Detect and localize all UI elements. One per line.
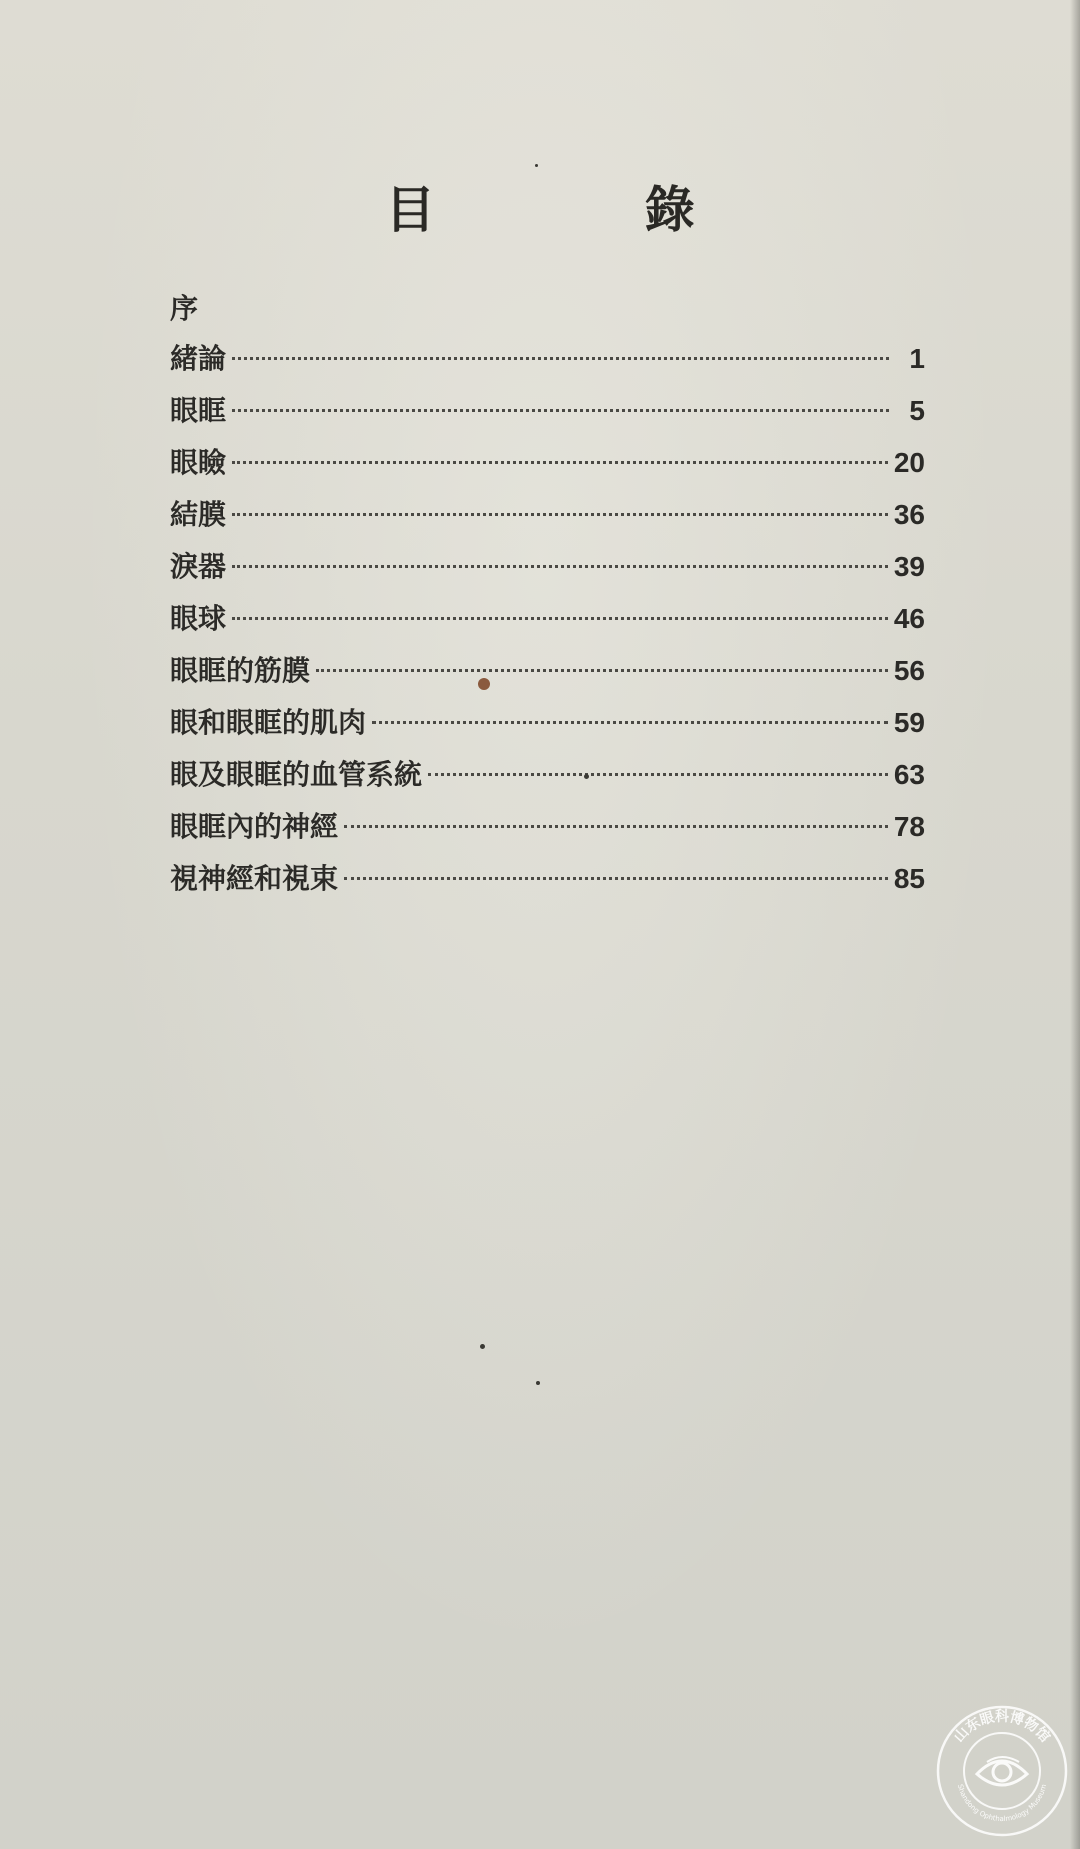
toc-entry-page: 36	[893, 499, 925, 530]
paper-speck	[480, 1344, 485, 1349]
paper-speck	[535, 164, 538, 167]
toc-entry-label: 眼及眼眶的血管系統	[170, 758, 423, 791]
toc-entry-page: 46	[893, 603, 925, 634]
seal-text-en: Shandong Ophthalmology Museum	[955, 1783, 1049, 1824]
svg-text:山东眼科博物馆	[951, 1708, 1054, 1746]
toc-entry-page: 59	[893, 707, 925, 738]
toc-entry-label: 眼球	[170, 602, 227, 635]
dot-leader	[232, 513, 888, 516]
toc-entry	[170, 749, 925, 801]
paper-speck	[536, 1381, 540, 1385]
museum-seal-logo	[935, 1704, 1069, 1838]
toc-entry-label: 緒論	[170, 342, 227, 375]
toc-entry-page: 56	[893, 655, 925, 686]
toc-entry-page: 1	[909, 343, 925, 374]
dot-leader	[316, 669, 888, 672]
dot-leader	[232, 461, 888, 464]
toc-entry	[170, 489, 925, 541]
toc-entry-label: 淚器	[170, 550, 227, 583]
toc-entry-page: 78	[893, 811, 925, 842]
toc-entry-label: 眼眶內的神經	[170, 810, 339, 843]
toc-entry-label: 視神經和視束	[170, 862, 339, 895]
toc-entry	[170, 697, 925, 749]
eye-emblem-icon	[977, 1757, 1027, 1785]
toc-entry	[170, 385, 925, 437]
toc-entry	[170, 541, 925, 593]
toc-entry-label: 眼瞼	[170, 446, 227, 479]
toc-entry-label: 眼和眼眶的肌肉	[170, 706, 367, 739]
page-edge-shadow	[1070, 0, 1080, 1849]
toc-entry-label: 結膜	[170, 498, 227, 531]
toc-entry	[170, 853, 925, 905]
table-of-contents	[170, 285, 925, 905]
dot-leader	[232, 357, 889, 360]
dot-leader	[344, 825, 888, 828]
toc-entry	[170, 437, 925, 489]
dot-leader	[428, 773, 888, 776]
toc-entry-label: 眼眶	[170, 394, 227, 427]
dot-leader	[232, 617, 888, 620]
dot-leader	[372, 721, 888, 724]
seal-text-cn: 山东眼科博物馆	[951, 1709, 1053, 1746]
toc-entry	[170, 801, 925, 853]
dot-leader	[344, 877, 888, 880]
toc-entry-page: 39	[893, 551, 925, 582]
toc-entry-page: 5	[909, 395, 925, 426]
toc-entry-page: 20	[893, 447, 925, 478]
toc-preface: 序	[170, 292, 199, 325]
toc-entry-page: 85	[893, 863, 925, 894]
dot-leader	[232, 409, 889, 412]
toc-entry	[170, 593, 925, 645]
page-title: 目 錄	[385, 180, 791, 239]
paper-speck	[584, 774, 589, 779]
toc-entry	[170, 333, 925, 385]
paper-stain	[478, 678, 490, 690]
toc-entry	[170, 645, 925, 697]
toc-entry-page: 63	[893, 759, 925, 790]
dot-leader	[232, 565, 888, 568]
toc-entry-label: 眼眶的筋膜	[170, 654, 311, 687]
